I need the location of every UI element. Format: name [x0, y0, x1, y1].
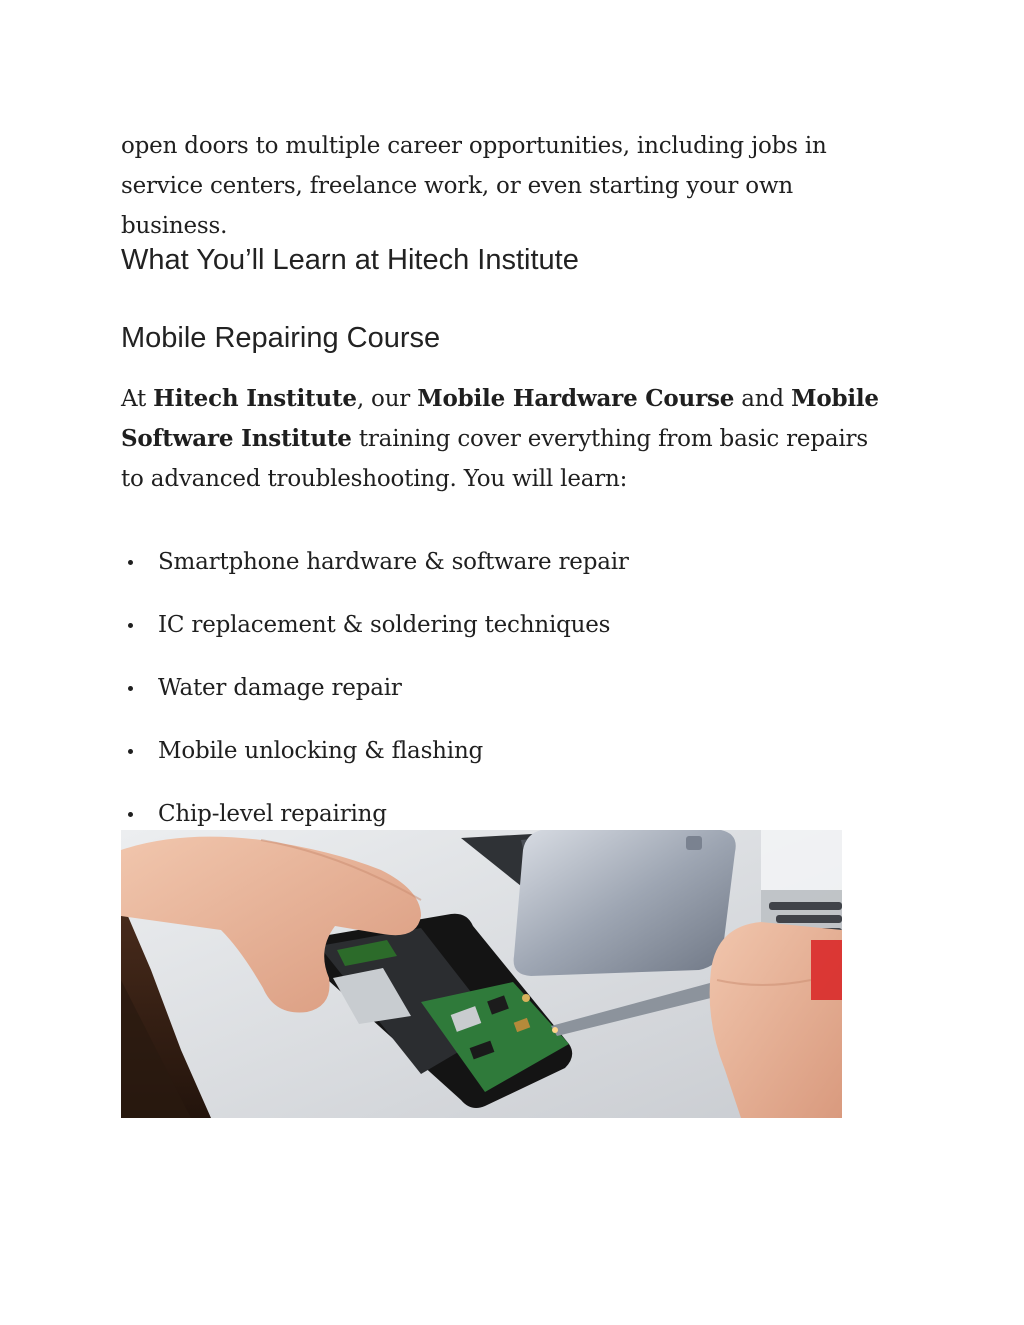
list-item-text: Chip-level repairing [158, 801, 387, 827]
bullet-icon [128, 560, 133, 565]
bullet-icon [128, 812, 133, 817]
list-item-text: IC replacement & soldering techniques [158, 612, 611, 638]
text-run: and [734, 386, 792, 412]
list-item-text: Smartphone hardware & software repair [158, 549, 629, 575]
text-run: , our [356, 386, 418, 412]
phone-repair-photo [121, 830, 842, 1118]
list-item-text: Water damage repair [158, 675, 402, 701]
section-heading-learn: What You’ll Learn at Hitech Institute [121, 244, 579, 276]
bullet-icon [128, 623, 133, 628]
bold-hardware-course: Mobile Hardware Course [417, 385, 735, 412]
course-description [121, 379, 891, 499]
text-run: training cover everything from basic repairs to advanced troubleshooting. You will learn: [121, 426, 868, 492]
bullet-icon [128, 686, 133, 691]
list-item [121, 542, 629, 605]
bullet-icon [128, 749, 133, 754]
phone-back-cover [514, 830, 736, 976]
section-heading-course: Mobile Repairing Course [121, 322, 441, 354]
list-item [121, 668, 629, 731]
phone-repair-illustration [121, 830, 842, 1118]
bold-institute-name: Hitech Institute [153, 385, 357, 412]
list-item-text: Mobile unlocking & flashing [158, 738, 484, 764]
bold-software-institute: Mobile Software Institute [121, 385, 879, 452]
learn-list [121, 542, 629, 857]
text-run: At [121, 386, 154, 412]
list-item [121, 605, 629, 668]
list-item [121, 731, 629, 794]
intro-paragraph: open doors to multiple career opportunities, including jobs in service centers, freelance work, or even starting your own business. [121, 133, 827, 239]
